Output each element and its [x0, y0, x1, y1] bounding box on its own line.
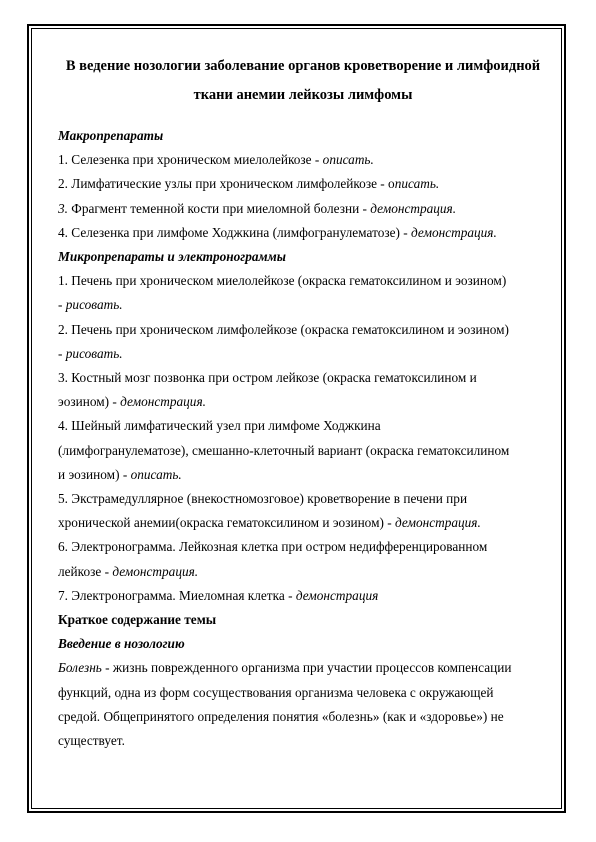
- summary-heading: Краткое содержание темы: [58, 612, 217, 628]
- micro-heading: Микропрепараты и электронограммы: [58, 249, 286, 265]
- micro-line-action: демонстрация.: [395, 515, 481, 531]
- macro-item-text: 4. Селезенка при лимфоме Ходжкина (лимфогранулематозе) -: [58, 224, 412, 240]
- micro-line-text: лейкозе -: [58, 563, 113, 579]
- micro-line: [58, 463, 548, 487]
- micro-line: [58, 535, 548, 559]
- micro-line: [58, 584, 548, 608]
- macro-heading: Макропрепараты: [58, 128, 164, 143]
- macro-item-action: демонстрация.: [411, 224, 497, 240]
- micro-line: [58, 390, 548, 414]
- micro-line: [58, 318, 548, 342]
- document-title: В ведение нозологии заболевание органов кроветворение и лимфоидной ткани анемии лейкозы лимфомы: [65, 58, 541, 103]
- macro-item-action: демонстрация.: [370, 200, 457, 216]
- micro-line: [58, 342, 548, 366]
- intro-line: [58, 729, 548, 753]
- macro-item-text: Фрагмент теменной кости при миеломной болезни -: [67, 200, 371, 216]
- macro-item-number: 3.: [58, 200, 68, 216]
- micro-line-text: 3. Костный мозг позвонка при остром лейкозе (окраска гематоксилином и: [58, 370, 477, 386]
- micro-line-text: эозином) -: [58, 394, 121, 410]
- micro-line-action: описать.: [130, 466, 182, 482]
- micro-line-text: (лимфогранулематозе), смешанно-клеточный вариант (окраска гематоксилином: [58, 442, 510, 458]
- micro-line-action: рисовать.: [65, 297, 123, 313]
- micro-line: [58, 293, 548, 317]
- macro-item-1: [58, 148, 548, 172]
- intro-line: [58, 681, 548, 705]
- macro-item-4: [58, 221, 548, 245]
- micro-line: [58, 560, 548, 584]
- document-body: [58, 52, 548, 753]
- intro-text: существует.: [58, 733, 125, 749]
- micro-line-text: 7. Электронограмма. Миеломная клетка -: [58, 587, 296, 603]
- intro-text: - жизнь поврежденного организма при участии процессов компенсации: [101, 660, 512, 676]
- micro-line-action: демонстрация.: [120, 394, 206, 410]
- intro-line: [58, 656, 548, 680]
- macro-item-action: писать.: [394, 176, 440, 192]
- intro-text: функций, одна из форм сосуществования организма человека с окружающей: [58, 684, 494, 700]
- macro-item-text: 2. Лимфатические узлы при хроническом лимфолейкозе - о: [58, 176, 395, 192]
- macro-item-text: 1. Селезенка при хроническом миелолейкозе -: [58, 152, 323, 168]
- intro-heading: Введение в нозологию: [58, 636, 185, 652]
- micro-line-action: демонстрация.: [112, 563, 199, 579]
- micro-line: [58, 487, 548, 511]
- micro-line-text: и эозином) -: [58, 466, 131, 482]
- intro-text: средой. Общепринятого определения понятия «болезнь» (как и «здоровье») не: [58, 708, 504, 724]
- macro-item-action: описать.: [322, 152, 374, 168]
- micro-line-text: 6. Электронограмма. Лейкозная клетка при остром недифференцированном: [58, 539, 488, 555]
- micro-line-text: 5. Экстрамедуллярное (внекостномозговое) кроветворение в печени при: [58, 491, 468, 507]
- micro-line: [58, 439, 548, 463]
- micro-line: [58, 414, 548, 438]
- micro-line-text: -: [58, 345, 66, 361]
- intro-line: [58, 705, 548, 729]
- micro-line-action: рисовать.: [65, 345, 123, 361]
- micro-line: [58, 269, 548, 293]
- macro-item-2: [58, 172, 548, 196]
- micro-line-text: 1. Печень при хроническом миелолейкозе (окраска гематоксилином и эозином): [58, 273, 507, 289]
- macro-item-3: [58, 197, 548, 221]
- intro-term: Болезнь: [58, 660, 102, 676]
- micro-line: [58, 366, 548, 390]
- micro-line-action: демонстрация: [295, 587, 379, 603]
- micro-line-text: 2. Печень при хроническом лимфолейкозе (окраска гематоксилином и эозином): [58, 321, 509, 337]
- micro-line-text: -: [58, 297, 66, 313]
- micro-line-text: 4. Шейный лимфатический узел при лимфоме Ходжкина: [58, 418, 381, 434]
- micro-line-text: хронической анемии(окраска гематоксилином и эозином) -: [58, 515, 395, 531]
- micro-line: [58, 511, 548, 535]
